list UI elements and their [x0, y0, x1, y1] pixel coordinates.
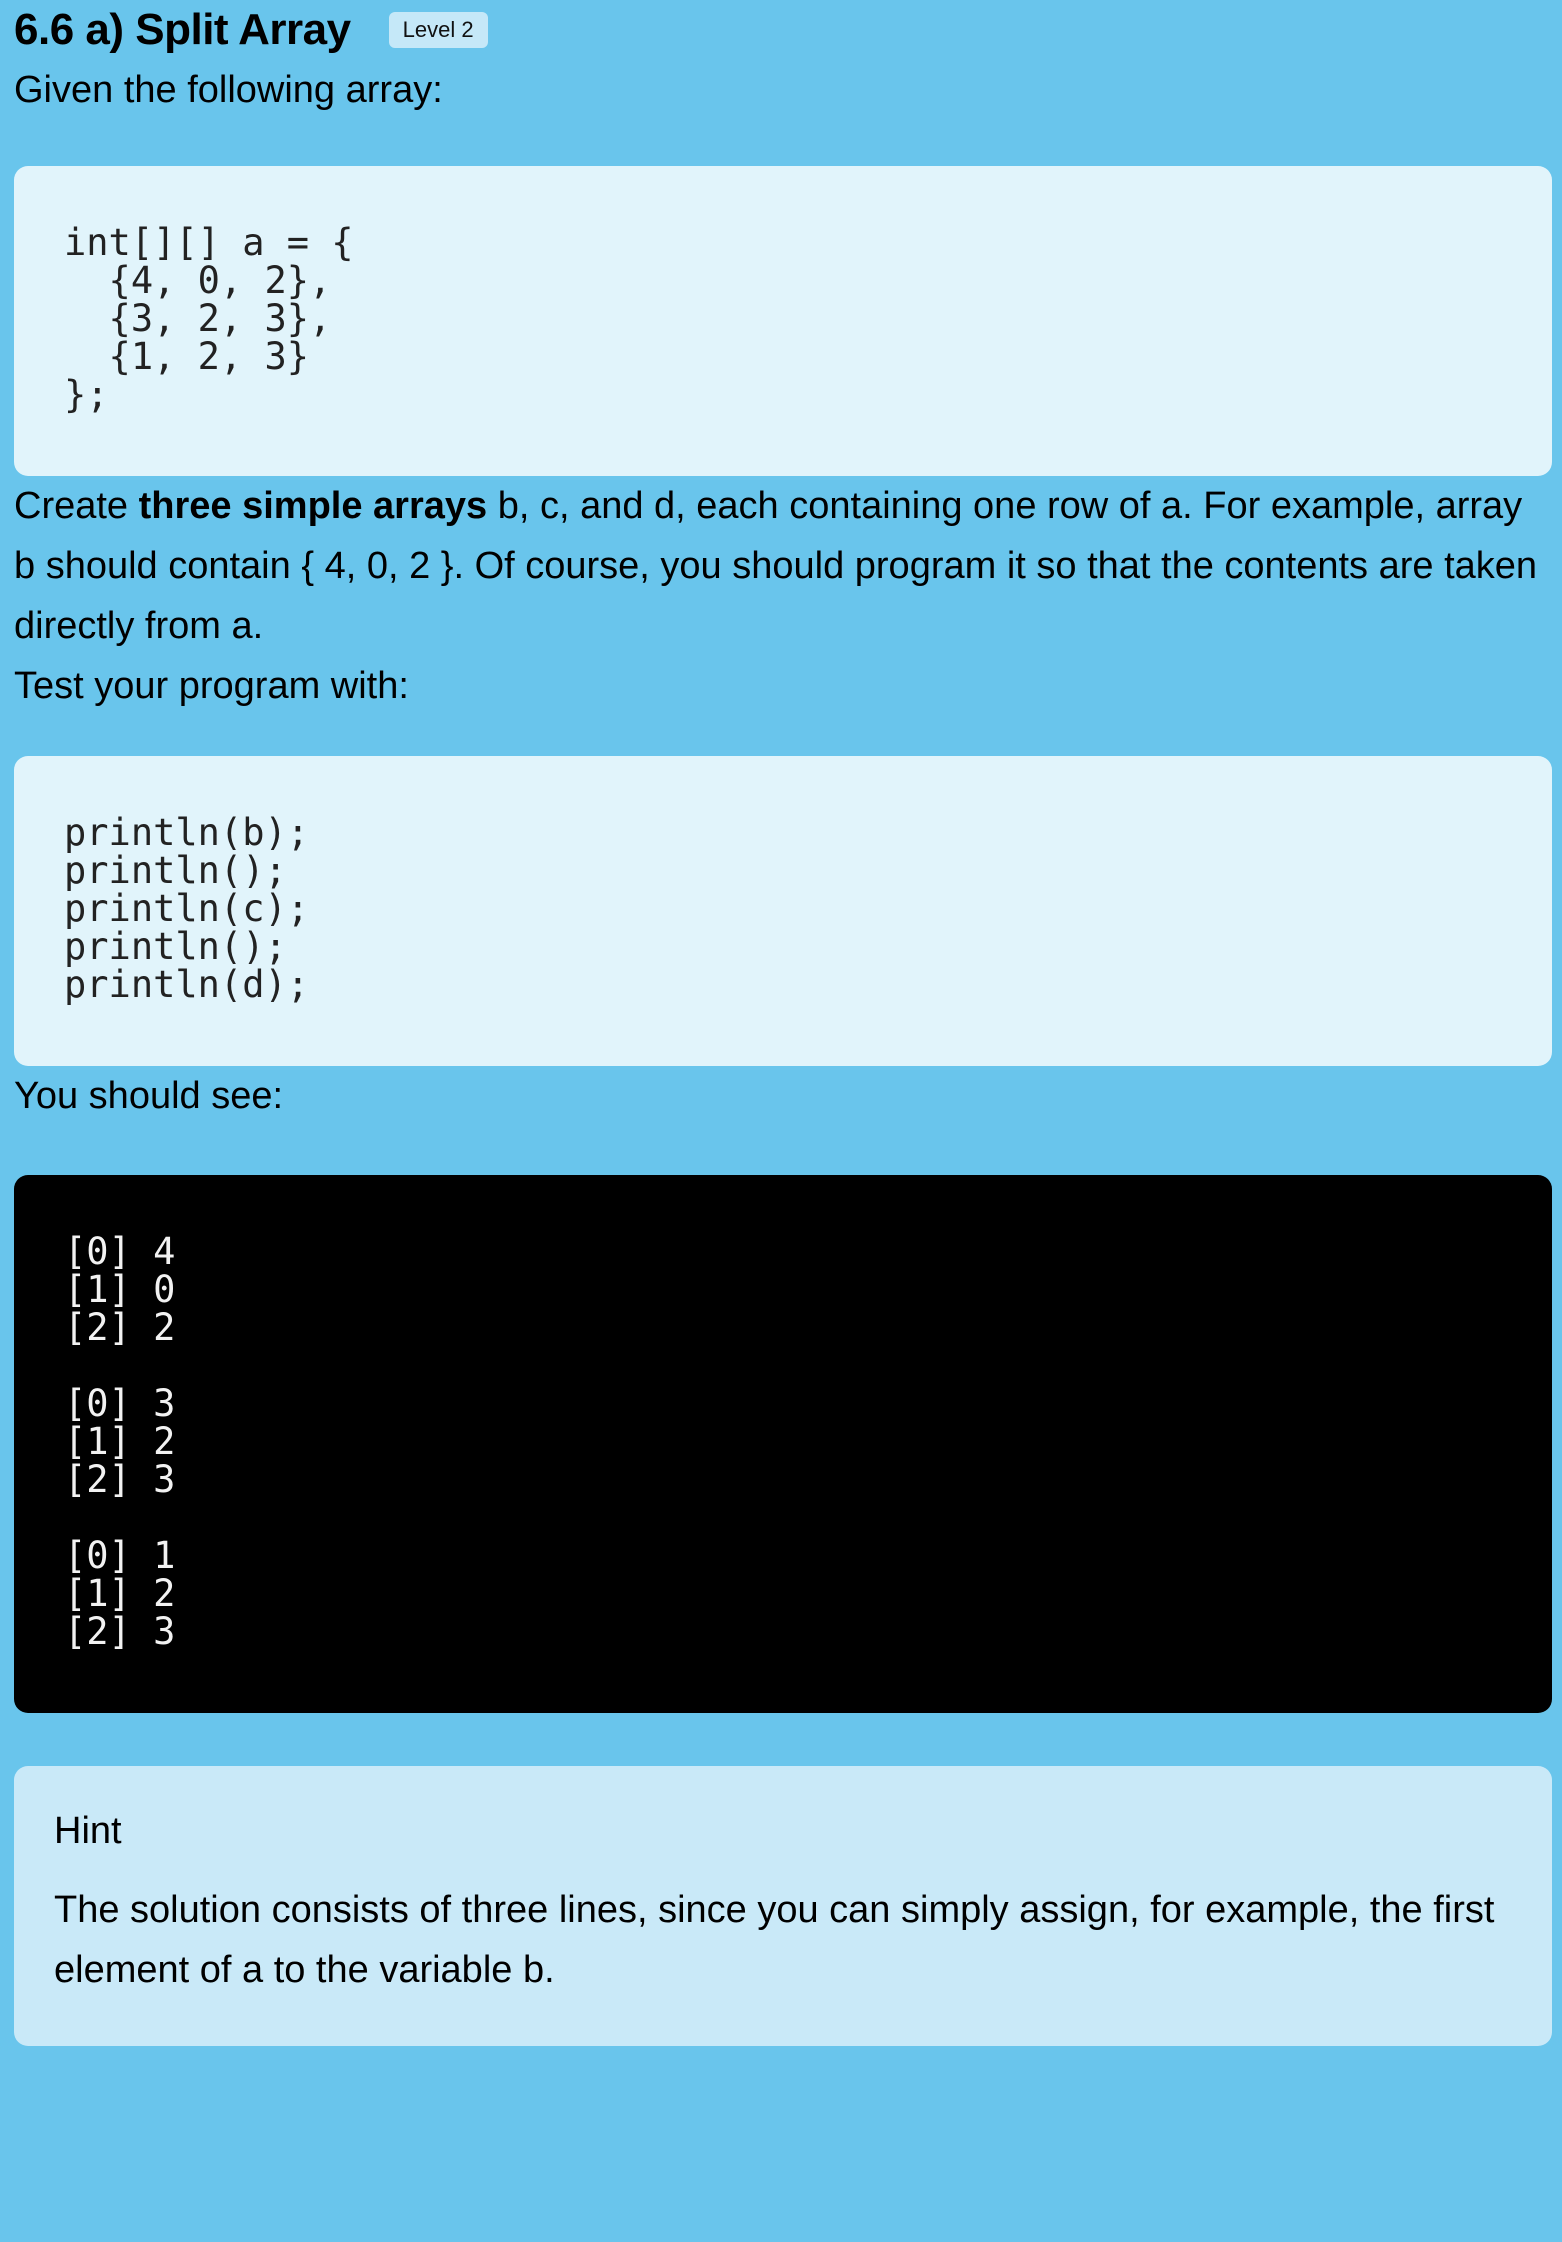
- page-title: 6.6 a) Split Array: [14, 5, 351, 54]
- task-text-start: Create: [14, 485, 139, 527]
- intro-text: Given the following array:: [14, 69, 443, 111]
- task-description: [14, 476, 1552, 656]
- task-emphasis: three simple arrays: [138, 485, 488, 527]
- array-code-block: int[][] a = { {4, 0, 2}, {3, 2, 3}, {1, 2, 3} };: [14, 166, 1552, 476]
- hint-body: The solution consists of three lines, since you can simply assign, for example, the first element of a to the variable b.: [54, 1889, 1495, 1991]
- task-text-rest: b, c, and d, each containing one row of a. For example, array b should contain { 4, 0, 2 }. Of course, you should program it so that the contents are taken directly from a.: [14, 485, 1538, 647]
- level-badge: Level 2: [389, 12, 488, 48]
- console-output: [0] 4 [1] 0 [2] 2 [0] 3 [1] 2 [2] 3 [0] 1 [1] 2 [2] 3: [14, 1175, 1552, 1713]
- hint-title: Hint: [54, 1810, 122, 1852]
- test-label: Test your program with:: [14, 665, 409, 707]
- test-code-block: println(b); println(); println(c); println(); println(d);: [14, 756, 1552, 1066]
- exercise-page: [14, 0, 1552, 2046]
- title-row: [14, 0, 1552, 60]
- expected-label: You should see:: [14, 1075, 284, 1117]
- hint-box: [14, 1766, 1552, 2046]
